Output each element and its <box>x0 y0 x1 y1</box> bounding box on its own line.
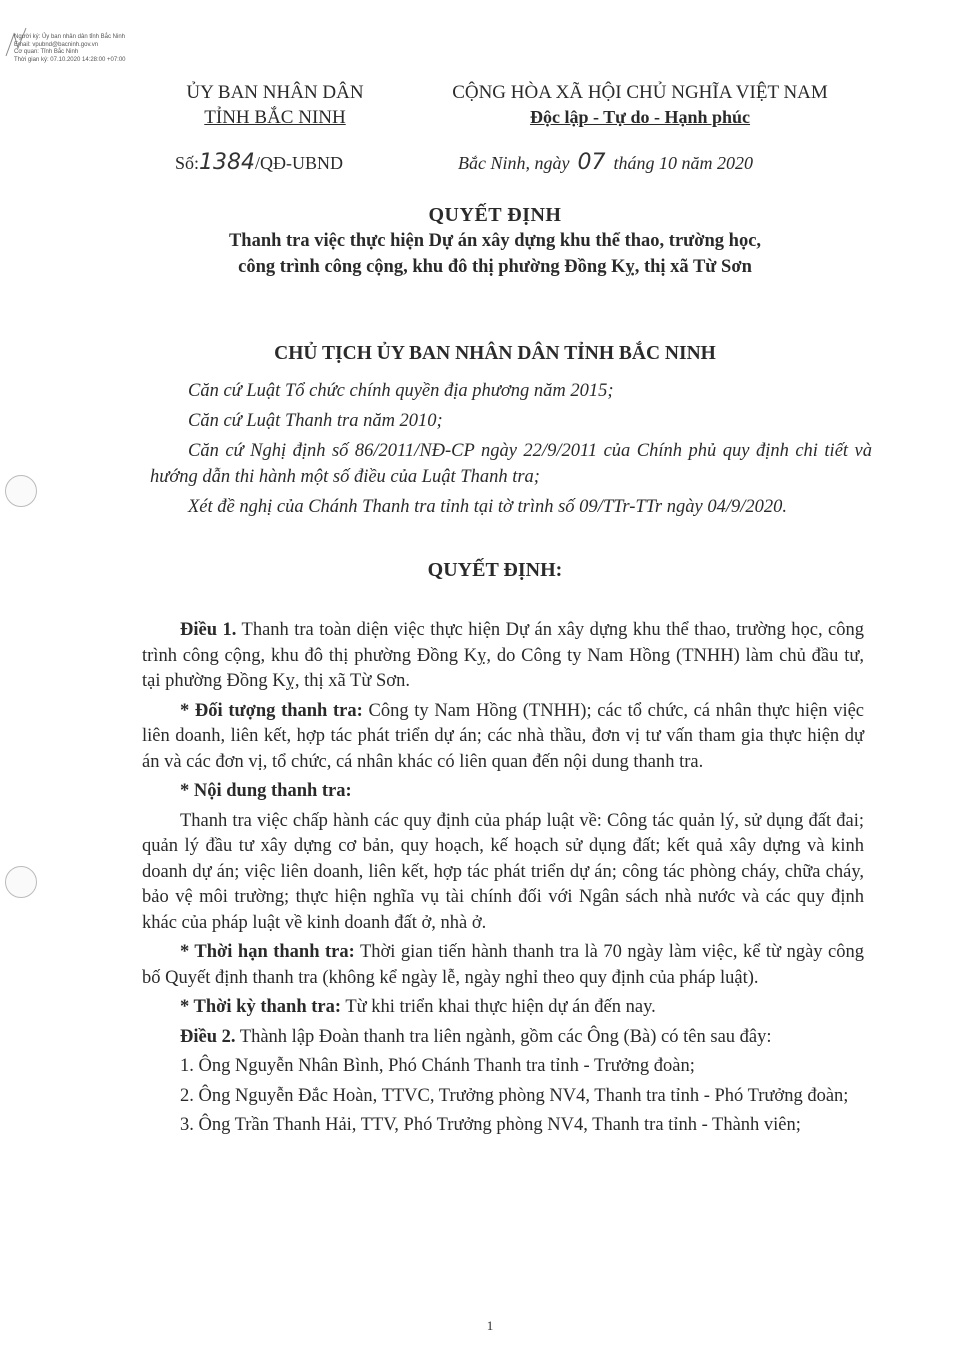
inspection-duration <box>142 940 864 991</box>
legal-basis-item: Căn cứ Luật Tổ chức chính quyền địa phương năm 2015; <box>188 381 614 401</box>
date-day-handwritten: 07 <box>577 150 606 175</box>
legal-basis-item: Căn cứ Luật Thanh tra năm 2010; <box>188 411 443 431</box>
title-main: QUYẾT ĐỊNH <box>428 204 562 226</box>
inspection-subject-text: Công ty Nam Hồng (TNHH); các tổ chức, cá nhân thực hiện việc liên doanh, liên kết, hợp tác phát triển dự án; các nhà thầu, đơn vị tư vấn tham gia thực hiện dự án và các đơn vị, tổ chức, cá nhân khác có liên quan đến nội dung thanh tra. <box>142 700 865 772</box>
title-subject-line: công trình công cộng, khu đô thị phường Đồng Kỵ, thị xã Từ Sơn <box>238 257 752 277</box>
legal-basis <box>150 378 872 524</box>
doc-number-prefix: Số: <box>175 153 200 173</box>
article-2 <box>142 1025 864 1051</box>
page-number: 1 <box>486 1318 494 1333</box>
national-header <box>405 80 875 130</box>
issuing-agency-header <box>150 80 400 130</box>
inspection-period <box>142 995 864 1021</box>
signature-line: Cơ quan: Tỉnh Bắc Ninh <box>14 49 79 55</box>
document-body <box>142 618 864 1143</box>
inspection-duration-text: Thời gian tiến hành thanh tra là 70 ngày làm việc, kể từ ngày công bố Quyết định thanh tra (không kể ngày lễ, ngày nghỉ theo quy định của pháp luật). <box>142 942 864 988</box>
legal-basis-item: Xét đề nghị của Chánh Thanh tra tỉnh tại tờ trình số 09/TTr-TTr ngày 04/9/2020. <box>188 497 787 517</box>
punch-hole <box>5 475 37 507</box>
article-1-label: Điều 1. <box>180 620 237 640</box>
doc-number-handwritten: 1384 <box>199 150 256 175</box>
inspection-content-heading <box>142 779 864 805</box>
inspection-duration-label: * Thời hạn thanh tra: <box>180 942 355 962</box>
team-member: 1. Ông Nguyễn Nhân Bình, Phó Chánh Thanh tra tỉnh - Trưởng đoàn; <box>180 1056 695 1076</box>
legal-basis-item: Căn cứ Nghị định số 86/2011/NĐ-CP ngày 22/9/2011 của Chính phủ quy định chi tiết và hướng dẫn thi hành một số điều của Luật Thanh tra; <box>150 441 872 487</box>
digital-signature-stamp <box>14 34 126 64</box>
date-rest: tháng 10 năm 2020 <box>613 153 753 173</box>
article-1 <box>142 618 864 695</box>
punch-hole <box>5 866 37 898</box>
team-members-list <box>142 1054 864 1139</box>
team-member: 3. Ông Trần Thanh Hải, TTV, Phó Trưởng phòng NV4, Thanh tra tỉnh - Thành viên; <box>180 1115 801 1135</box>
document-date <box>458 150 753 176</box>
inspection-content-label: * Nội dung thanh tra: <box>180 781 352 801</box>
inspection-period-label: * Thời kỳ thanh tra: <box>180 997 342 1017</box>
signature-line: Người ký: Ủy ban nhân dân tỉnh Bắc Ninh <box>14 34 126 40</box>
signature-line: Email: vpubnd@bacninh.gov.vn <box>14 41 99 48</box>
agency-province: TỈNH BẮC NINH <box>204 107 346 128</box>
inspection-period-text: Từ khi triển khai thực hiện dự án đến nay. <box>345 997 656 1017</box>
article-2-text: Thành lập Đoàn thanh tra liên ngành, gồm các Ông (Bà) có tên sau đây: <box>239 1026 772 1047</box>
document-title <box>140 202 850 280</box>
doc-number-suffix: /QĐ-UBND <box>255 153 344 173</box>
date-prefix: Bắc Ninh, ngày <box>458 153 570 173</box>
inspection-content-text: Thanh tra việc chấp hành các quy định của pháp luật về: Công tác quản lý, sử dụng đất đai; quản lý đầu tư xây dựng cơ bản, quy hoạch, kế hoạch sử dụng đất; kết quả xây dựng và kinh doanh dự án; việc liên doanh, liên kết, hợp tác phát triển dự án; công tác phòng cháy, chữa cháy, bảo vệ môi trường; thực hiện nghĩa vụ tài chính đối với Ngân sách nhà nước và các quy định khác của pháp luật về kinh doanh đất ở, nhà ở. <box>142 810 864 933</box>
decides-heading: QUYẾT ĐỊNH: <box>427 559 563 581</box>
national-motto: Độc lập - Tự do - Hạnh phúc <box>529 107 751 127</box>
document-number <box>175 150 343 176</box>
article-1-text: Thanh tra toàn diện việc thực hiện Dự án xây dựng khu thể thao, trường học, công trình công cộng, khu đô thị phường Đồng Kỵ, do Công ty Nam Hồng (TNHH) làm chủ đầu tư, tại phường Đồng Kỵ, thị xã Từ Sơn. <box>142 620 865 691</box>
national-title: CỘNG HÒA XÃ HỘI CHỦ NGHĨA VIỆT NAM <box>452 82 828 103</box>
issuing-authority: CHỦ TỊCH ỦY BAN NHÂN DÂN TỈNH BẮC NINH <box>274 343 716 364</box>
signature-line: Thời gian ký: 07.10.2020 14:28:00 +07:00 <box>14 56 126 63</box>
article-2-label: Điều 2. <box>180 1026 236 1047</box>
team-member: 2. Ông Nguyễn Đắc Hoàn, TTVC, Trưởng phòng NV4, Thanh tra tỉnh - Phó Trưởng đoàn; <box>180 1085 849 1106</box>
inspection-subject-label: * Đối tượng thanh tra: <box>180 700 363 721</box>
agency-name: ỦY BAN NHÂN DÂN <box>186 82 364 103</box>
title-subject-line: Thanh tra việc thực hiện Dự án xây dựng khu thể thao, trường học, <box>228 231 762 251</box>
inspection-subject <box>142 699 864 776</box>
